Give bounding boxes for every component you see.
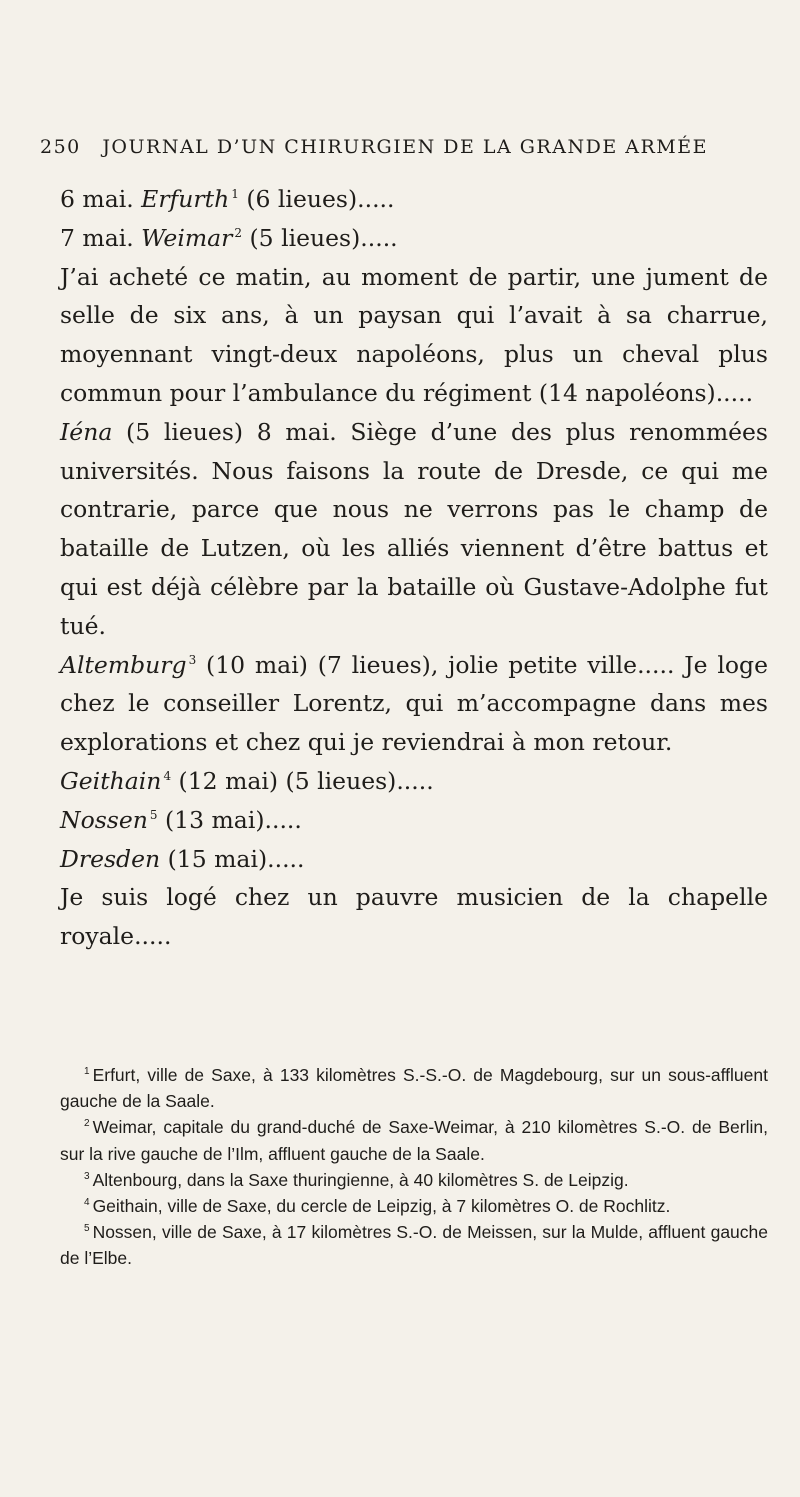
place-name: Dresden: [60, 844, 161, 873]
footnote: $^1$ Erfurt, ville de Saxe, à 133 kilomètres S.-S.-O. de Magdebourg, sur un sous-affluent gauche de la Saale.: [60, 1065, 768, 1112]
paragraph-iena: Iéna (5 lieues) 8 mai. Siège d’une des plus renommées universités. Nous faisons la route de Dresde, ce qui me contrarie, parce que nous ne verrons pas le champ de bataille de Lutzen, où les alliés viennent d’être battus et qui est déjà célèbre par la bataille où Gustave-Adolphe fut tué.: [60, 417, 768, 640]
place-name: Iéna: [60, 417, 113, 446]
main-text: [60, 180, 768, 956]
footnote: $^2$ Weimar, capitale du grand-duché de Saxe-Weimar, à 210 kilomètres S.-O. de Berlin, sur la rive gauche de l’Ilm, affluent gauche de la Saale.: [60, 1117, 768, 1164]
footnote-ref: 3: [188, 652, 197, 667]
page-number: 250: [40, 136, 81, 158]
footnote-mark: 5: [84, 1223, 90, 1235]
footnote: $^4$ Geithain, ville de Saxe, du cercle de Leipzig, à 7 kilomètres O. de Rochlitz.: [84, 1196, 671, 1217]
entry-weimar: 7 mai. Weimar $^2$ (5 lieues).....: [60, 223, 398, 252]
footnote-mark: 2: [84, 1118, 90, 1130]
footnote-mark: 4: [84, 1197, 90, 1209]
running-header: [40, 136, 760, 158]
footnote-ref: 4: [163, 768, 172, 783]
place-name: Altemburg: [60, 650, 187, 679]
paragraph-weimar: J’ai acheté ce matin, au moment de partir, une jument de selle de six ans, à un paysan qui l’avait à sa charrue, moyennant vingt-deux napoléons, plus un cheval plus commun pour l’ambulance du régiment (14 napoléons).....: [60, 262, 768, 407]
footnote: $^5$ Nossen, ville de Saxe, à 17 kilomètres S.-O. de Meissen, sur la Mulde, affluent gauche de l’Elbe.: [60, 1222, 768, 1269]
entry-geithain: Geithain $^4$ (12 mai) (5 lieues).....: [60, 766, 434, 795]
footnote: $^3$ Altenbourg, dans la Saxe thuringienne, à 40 kilomètres S. de Leipzig.: [84, 1169, 629, 1190]
place-name: Geithain: [60, 766, 162, 795]
entry-erfurth: 6 mai. Erfurth $^1$ (6 lieues).....: [60, 185, 395, 213]
footnote-ref: 2: [234, 225, 243, 240]
place-name: Weimar: [141, 223, 233, 252]
footnote-mark: 3: [84, 1170, 90, 1182]
footnote-ref: 5: [149, 807, 158, 822]
entry-nossen: Nossen $^5$ (13 mai).....: [60, 805, 302, 834]
place-name: Erfurth: [141, 185, 230, 213]
footnotes: [60, 1062, 768, 1272]
running-title: JOURNAL D’UN CHIRURGIEN DE LA GRANDE ARMÉE: [102, 136, 708, 158]
footnote-ref: 1: [231, 187, 239, 201]
paragraph-dresden: Je suis logé chez un pauvre musicien de la chapelle royale.....: [60, 883, 768, 951]
footnote-mark: 1: [84, 1066, 90, 1077]
paragraph-altemburg: Altemburg $^3$ (10 mai) (7 lieues), jolie petite ville..... Je loge chez le conseiller Lorentz, qui m’accompagne dans mes explorations et chez qui je reviendrai à mon retour.: [60, 650, 768, 757]
place-name: Nossen: [60, 805, 148, 834]
entry-dresden: Dresden (15 mai).....: [60, 844, 305, 873]
